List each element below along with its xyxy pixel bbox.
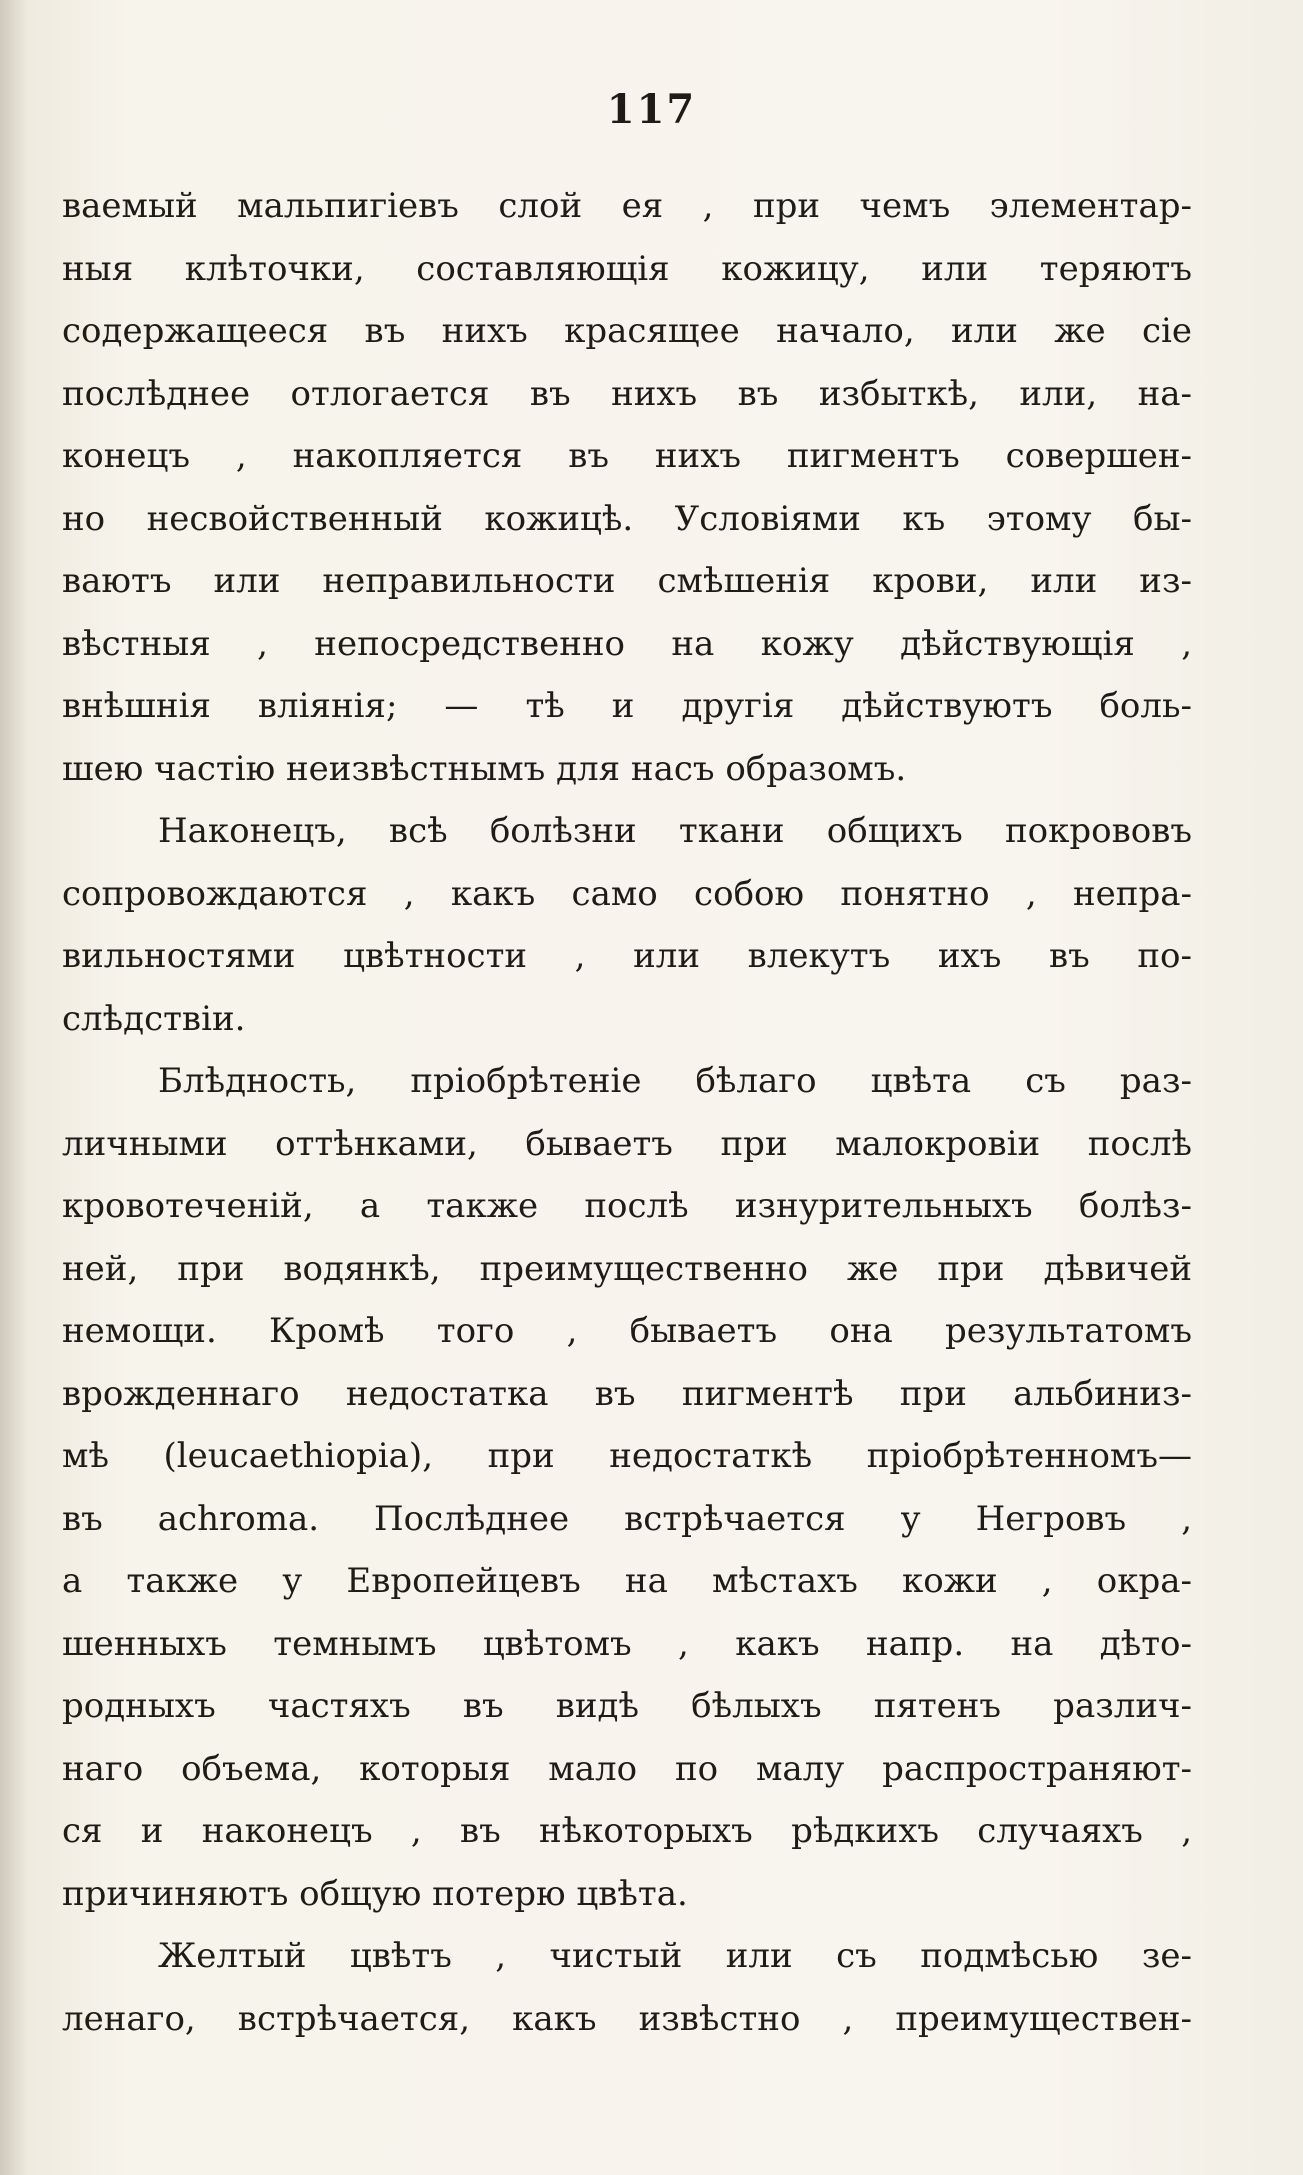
paragraph-4 (62, 1925, 1192, 2050)
text-line: Наконецъ, всѣ болѣзни ткани общихъ покрововъ (158, 811, 1192, 851)
text-line: немощи. Кромѣ того , бываетъ она результатомъ (62, 1311, 1192, 1351)
text-line: но несвойственный кожицѣ. Условіями къ этому бы- (62, 498, 1192, 539)
page-number: 117 (606, 86, 697, 133)
paragraph-3 (62, 1050, 1192, 1925)
text-line: ваемый мальпигіевъ слой ея , при чемъ элементар- (62, 186, 1192, 226)
text-line: причиняютъ общую потерю цвѣта. (62, 1873, 688, 1914)
text-line: шенныхъ темнымъ цвѣтомъ , какъ напр. на дѣто- (62, 1623, 1192, 1664)
text-line: послѣднее отлогается въ нихъ въ избыткѣ, или, на- (62, 373, 1192, 414)
text-line: внѣшнія вліянія; — тѣ и другія дѣйствуютъ боль- (62, 686, 1192, 726)
text-line: врожденнаго недостатка въ пигментѣ при альбиниз- (62, 1373, 1192, 1414)
body-text (62, 175, 1192, 2050)
text-line: сопровождаются , какъ само собою понятно , непра- (62, 873, 1192, 914)
text-line: мѣ (leucaethiopia), при недостаткѣ пріобрѣтенномъ— (62, 1436, 1192, 1476)
text-line: кровотеченій, а также послѣ изнурительныхъ болѣз- (62, 1186, 1192, 1226)
text-line: а также у Европейцевъ на мѣстахъ кожи , окра- (62, 1561, 1192, 1601)
text-line: ваютъ или неправильности смѣшенія крови, или из- (62, 561, 1192, 601)
text-line: вильностями цвѣтности , или влекутъ ихъ въ по- (62, 936, 1192, 976)
text-line: Блѣдность, пріобрѣтеніе бѣлаго цвѣта съ раз- (158, 1061, 1192, 1101)
text-line: содержащееся въ нихъ красящее начало, или же сіе (62, 311, 1192, 351)
text-line: въ achroma. Послѣднее встрѣчается у Негровъ , (62, 1498, 1192, 1539)
page-gutter-shadow (0, 0, 28, 2175)
text-line: ныя клѣточки, составляющія кожицу, или теряютъ (62, 248, 1192, 289)
text-line: ней, при водянкѣ, преимущественно же при дѣвичей (62, 1248, 1192, 1289)
text-line: личными оттѣнками, бываетъ при малокровіи послѣ (62, 1123, 1192, 1164)
text-line: слѣдствіи. (62, 998, 246, 1039)
text-line: вѣстныя , непосредственно на кожу дѣйствующія , (62, 623, 1192, 664)
text-line: ся и наконецъ , въ нѣкоторыхъ рѣдкихъ случаяхъ , (62, 1811, 1192, 1851)
text-line: конецъ , накопляется въ нихъ пигментъ совершен- (62, 436, 1192, 476)
text-line: ленаго, встрѣчается, какъ извѣстно , преимуществен- (62, 1998, 1192, 2039)
paragraph-2 (62, 800, 1192, 1050)
text-line: шею частію неизвѣстнымъ для насъ образомъ. (62, 748, 907, 789)
text-line: наго объема, которыя мало по малу распространяют- (62, 1748, 1192, 1789)
text-line: родныхъ частяхъ въ видѣ бѣлыхъ пятенъ различ- (62, 1686, 1192, 1726)
paragraph-1 (62, 175, 1192, 800)
text-line: Желтый цвѣтъ , чистый или съ подмѣсью зе- (158, 1936, 1192, 1976)
